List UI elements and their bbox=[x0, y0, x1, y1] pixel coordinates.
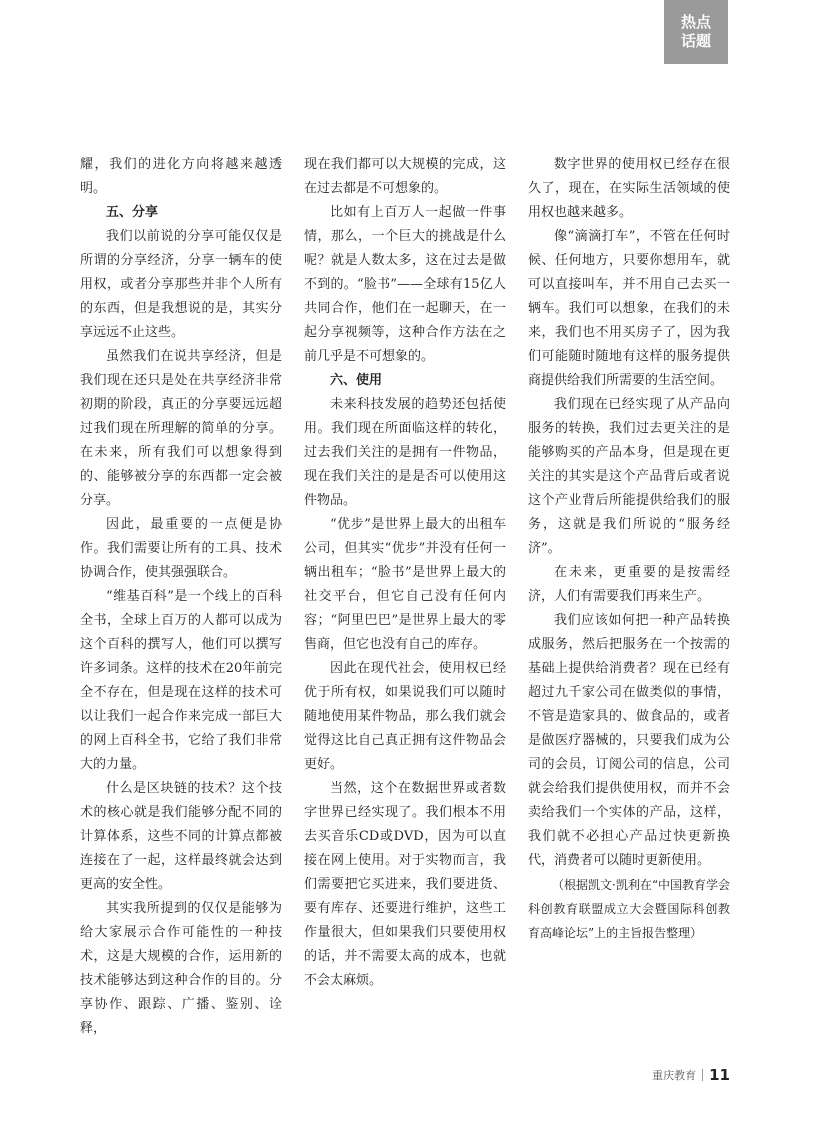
paragraph: 像“滴滴打车”，不管在任何时候、任何地方，只要你想用车，就可以直接叫车，并不用自己去买一辆车。我们可以想象，在我们的未来，我们也不用买房子了，因为我们可能随时随地有这样的服务提供商提供给我们所需要的生活空间。 bbox=[528, 229, 730, 388]
section-tag bbox=[664, 0, 728, 64]
paragraph: 什么是区块链的技术？这个技术的核心就是我们能够分配不同的计算体系，这些不同的计算点都被连接在了一起，这样最终就会达到更高的安全性。 bbox=[80, 781, 282, 892]
text-column-2 bbox=[304, 153, 506, 993]
text-column-1 bbox=[80, 153, 282, 1041]
paragraph: 在未来，更重要的是按需经济，人们有需要我们再来生产。 bbox=[528, 565, 730, 604]
section-tag-line1: 热点 bbox=[680, 13, 711, 31]
paragraph: 虽然我们在说共享经济，但是我们现在还只是处在共享经济非常初期的阶段，真正的分享要远远超过我们现在所理解的简单的分享。在未来，所有我们可以想象得到的、能够被分享的东西都一定会被分享。 bbox=[80, 349, 282, 508]
paragraph: 我们以前说的分享可能仅仅是所谓的分享经济，分享一辆车的使用权，或者分享那些并非个人所有的东西，但是我想说的是，其实分享远远不止这些。 bbox=[80, 229, 282, 340]
paragraph: 耀，我们的进化方向将越来越透明。 bbox=[80, 157, 282, 196]
section-heading: 六、使用 bbox=[330, 373, 383, 388]
source-note: （根据凯文·凯利在“中国教育学会科创教育联盟成立大会暨国际科创教育高峰论坛”上的主旨报告整理） bbox=[528, 878, 730, 940]
paragraph: 未来科技发展的趋势还包括使用。我们现在所面临这样的转化，过去我们关注的是拥有一件物品，现在我们关注的是是否可以使用这件物品。 bbox=[304, 397, 506, 508]
paragraph: 数字世界的使用权已经存在很久了，现在，在实际生活领域的使用权也越来越多。 bbox=[528, 157, 730, 220]
paragraph: 因此在现代社会，使用权已经优于所有权，如果说我们可以随时随地使用某件物品，那么我们就会觉得这比自己真正拥有这件物品会更好。 bbox=[304, 661, 506, 772]
paragraph: 比如有上百万人一起做一件事情，那么，一个巨大的挑战是什么呢？就是人数太多，这在过去是做不到的。“脸书”——全球有15亿人共同合作，他们在一起聊天，在一起分享视频等，这种合作方法在之前几乎是不可想象的。 bbox=[304, 205, 506, 364]
text-column-3 bbox=[528, 153, 730, 945]
paragraph: “维基百科”是一个线上的百科全书，全球上百万的人都可以成为这个百科的撰写人，他们可以撰写许多词条。这样的技术在20年前完全不存在，但是现在这样的技术可以让我们一起合作来完成一部巨大的网上百科全书，它给了我们非常大的力量。 bbox=[80, 589, 282, 772]
page-footer bbox=[640, 1066, 730, 1084]
footer-divider bbox=[702, 1069, 703, 1081]
paragraph: 当然，这个在数据世界或者数字世界已经实现了。我们根本不用去买音乐CD或DVD，因为可以直接在网上使用。对于实物而言，我们需要把它买进来，我们要进货、要有库存、还要进行维护，这些工作量很大，但如果我们只要使用权的话，并不需要太高的成本，也就不会太麻烦。 bbox=[304, 781, 506, 988]
section-heading: 五、分享 bbox=[106, 205, 159, 220]
magazine-name: 重庆教育 bbox=[652, 1069, 697, 1082]
paragraph: 因此，最重要的一点便是协作。我们需要让所有的工具、技术协调合作，使其强强联合。 bbox=[80, 517, 282, 580]
paragraph: 我们应该如何把一种产品转换成服务，然后把服务在一个按需的基础上提供给消费者？现在已经有超过九千家公司在做类似的事情，不管是造家具的、做食品的，或者是做医疗器械的，只要我们成为公司的会员，订阅公司的信息，公司就会给我们提供使用权，而并不会卖给我们一个实体的产品，这样，我们就不必担心产品过快更新换代，消费者可以随时更新使用。 bbox=[528, 613, 730, 868]
paragraph: 现在我们都可以大规模的完成，这在过去都是不可想象的。 bbox=[304, 157, 506, 196]
paragraph: “优步”是世界上最大的出租车公司，但其实“优步”并没有任何一辆出租车；“脸书”是世界上最大的社交平台，但它自己没有任何内容；“阿里巴巴”是世界上最大的零售商，但它也没有自己的库存。 bbox=[304, 517, 506, 652]
page-number: 11 bbox=[709, 1066, 730, 1084]
paragraph: 我们现在已经实现了从产品向服务的转换，我们过去更关注的是能够购买的产品本身，但是现在更关注的其实是这个产品背后或者说这个产业背后所能提供给我们的服务，这就是我们所说的“服务经济”。 bbox=[528, 397, 730, 556]
paragraph: 其实我所提到的仅仅是能够为给大家展示合作可能性的一种技术，这是大规模的合作，运用新的技术能够达到这种合作的目的。分享协作、跟踪、广播、鉴别、诠释， bbox=[80, 901, 282, 1036]
section-tag-line2: 话题 bbox=[680, 32, 711, 50]
